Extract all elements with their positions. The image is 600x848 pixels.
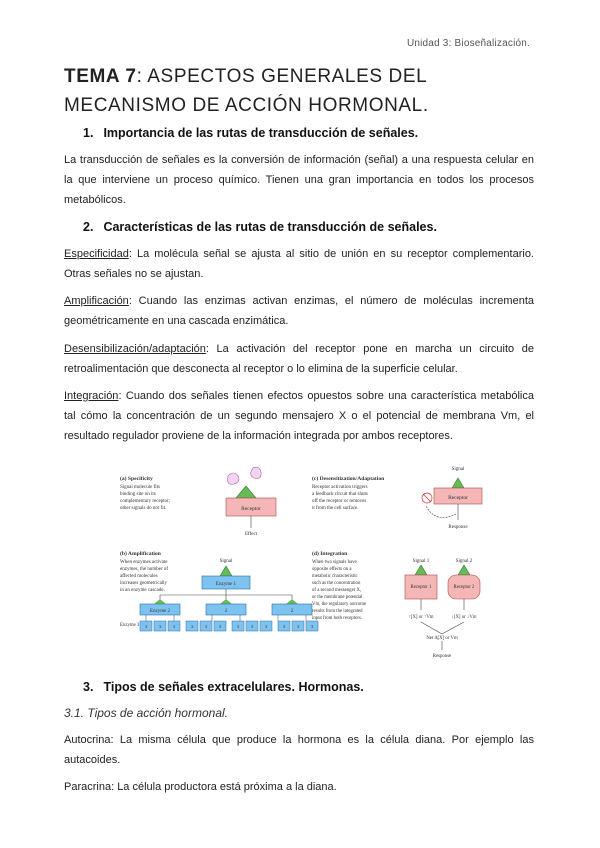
panel-b-line: affected molecules [120,574,158,579]
text-amplification: : Cuando las enzimas activan enzimas, el número de moléculas incrementa geométricamente en una cascada enzimática. [64,295,534,327]
panel-c [312,467,482,530]
panel-b-line: enzymes, the number of [120,567,169,572]
panel-a-line: binding site on its [120,492,156,497]
right-effect: ↓[X] or ↓Vm [451,615,477,620]
text-specificity: : La molécula señal se ajusta al sitio de unión en su receptor complementario. Otras señales no se ajustan. [64,248,534,280]
svg-text:3: 3 [236,624,240,629]
receptor-1-label: Receptor 1 [410,585,432,590]
svg-text:3: 3 [172,624,176,629]
response-label: Response [448,525,468,530]
panel-d-line: Vm, the regulatory outcome [312,602,367,607]
signal-transduction-figure [116,458,530,663]
panel-a-title: (a) Specificity [120,476,153,482]
panel-d-line: opposite effects on a [312,567,352,572]
panel-d-line: results from the integrated [312,609,363,614]
cascade-lines [160,589,292,599]
svg-text:3: 3 [218,624,222,629]
panel-c-line: Receptor activation triggers [312,485,368,490]
section-1-number: 1. [83,126,94,140]
item-autocrine: Autocrina: La misma célula que produce la hormona es la célula diana. Por ejemplo las autacoides. [64,734,534,766]
panel-d-title: (d) Integration [312,551,348,557]
panel-a [120,467,276,537]
panel-b-signal: Signal [219,559,233,564]
section-3-heading [83,680,364,694]
receptor-2-label: Receptor 2 [453,585,475,590]
item-desensitization [64,339,534,379]
text-integration: : Cuando dos señales tienen efectos opuestos sobre una característica metabólica tal cómo la concentración de un segundo mensajero X o el potencial de membrana Vm, el resultado regulador proviene de la información integrada por ambos receptores. [64,390,534,442]
panel-c-signal: Signal [451,467,465,472]
term-amplification: Amplificación [64,295,129,307]
page-title [64,62,534,120]
section-2-title: Características de las rutas de transducción de señales. [103,220,437,234]
signal-triangle [458,565,470,575]
section-1-title: Importancia de las rutas de transducción de señales. [103,126,419,140]
svg-text:3: 3 [264,624,268,629]
svg-text:3: 3 [296,624,300,629]
section-3-number: 3. [83,680,94,694]
signal-triangle [415,565,427,575]
panel-c-line: off the receptor or removes [312,499,367,504]
panel-c-line: a feedback circuit that shuts [312,492,368,497]
section-2-heading [83,220,437,234]
effect-label: Effect [244,532,258,537]
item-amplification [64,291,534,331]
panel-a-line: Signal molecule fits [120,485,160,490]
enzyme-3-row [140,621,318,631]
section-1-text: La transducción de señales es la conversión de información (señal) a una respuesta celular en la que interviene un proceso químico. Tienen una gran importancia en todos los procesos metabólicos. [64,154,534,206]
panel-d-line: of a second messenger X, [312,588,362,593]
signal-triangle [220,566,232,576]
svg-text:3: 3 [250,624,254,629]
panel-c-line: it from the cell surface. [312,506,359,511]
panel-d-line: such as the concentration [312,581,361,586]
enzyme-triangle [154,599,166,604]
panel-d-line: input from both receptors. [312,616,363,621]
signal-2-label: Signal 2 [455,559,473,564]
panel-b-line: increases geometrically [120,581,168,586]
signal-molecule-shape [228,473,239,484]
enzyme-2-label: 2 [290,609,294,614]
item-integration [64,386,534,446]
panel-b-title: (b) Amplification [120,551,161,557]
svg-text:3: 3 [144,624,148,629]
cascade-lines [146,615,306,621]
signal-molecule-shape [251,467,261,478]
receptor-label: Receptor [241,506,261,512]
enzyme-2-label: Enzyme 2 [149,609,171,614]
signal-triangle [236,486,256,498]
figure-svg [116,458,530,663]
receptor-label: Receptor [448,495,468,501]
svg-text:3: 3 [158,624,162,629]
panel-d-line: metabolic characteristic [312,574,358,579]
svg-text:3: 3 [190,624,194,629]
signal-triangle [452,478,464,488]
title-rest: : ASPECTOS GENERALES DEL MECANISMO DE ACCIÓN HORMONAL. [64,66,429,116]
response-label: Response [432,654,452,659]
feedback-arc [426,506,456,518]
panel-c-title: (c) Desensitization/Adaptation [312,476,385,482]
enzyme-2-label: 2 [224,609,228,614]
title-bold: TEMA 7 [64,66,137,87]
left-effect: ↑[X] or ↑Vm [408,615,434,620]
signal-1-label: Signal 1 [412,559,430,564]
panel-d [312,550,480,659]
panel-d-line: When two signals have [312,560,357,565]
net-effect: Net Δ[X] or Vm [426,636,458,641]
svg-text:3: 3 [204,624,208,629]
panel-a-line: complementary receptor; [120,499,171,504]
panel-a-line: other signals do not fit. [120,506,167,511]
text-desensitization: : La activación del receptor pone en marcha un circuito de retroalimentación que desconecta al receptor o lo elimina de la superficie celular. [64,343,534,375]
section-3-title: Tipos de señales extracelulares. Hormonas. [103,680,364,694]
term-desensitization: Desensibilización/adaptación [64,343,206,355]
enzyme-1-label: Enzyme 1 [215,582,237,587]
section-1-heading [83,126,418,140]
section-2-number: 2. [83,220,94,234]
item-specificity [64,244,534,284]
panel-b-line: in an enzyme cascade. [120,588,165,593]
term-specificity: Especificidad [64,248,129,260]
panel-d-line: or the membrane potential [312,595,363,600]
term-integration: Integración [64,390,119,402]
panel-b [120,550,318,631]
subsection-3-1: 3.1. Tipos de acción hormonal. [64,706,228,720]
svg-text:3: 3 [310,624,314,629]
panel-b-line: When enzymes activate [120,560,168,565]
enzyme-triangle [220,599,232,604]
arrow-lines [421,599,464,610]
unit-header: Unidad 3: Bioseñalización. [406,38,530,49]
svg-text:3: 3 [282,624,286,629]
item-paracrine: Paracrina: La célula productora está próxima a la diana. [64,781,337,793]
enzyme-3-label: Enzyme 3 [120,623,140,628]
enzyme-triangle [286,599,298,604]
